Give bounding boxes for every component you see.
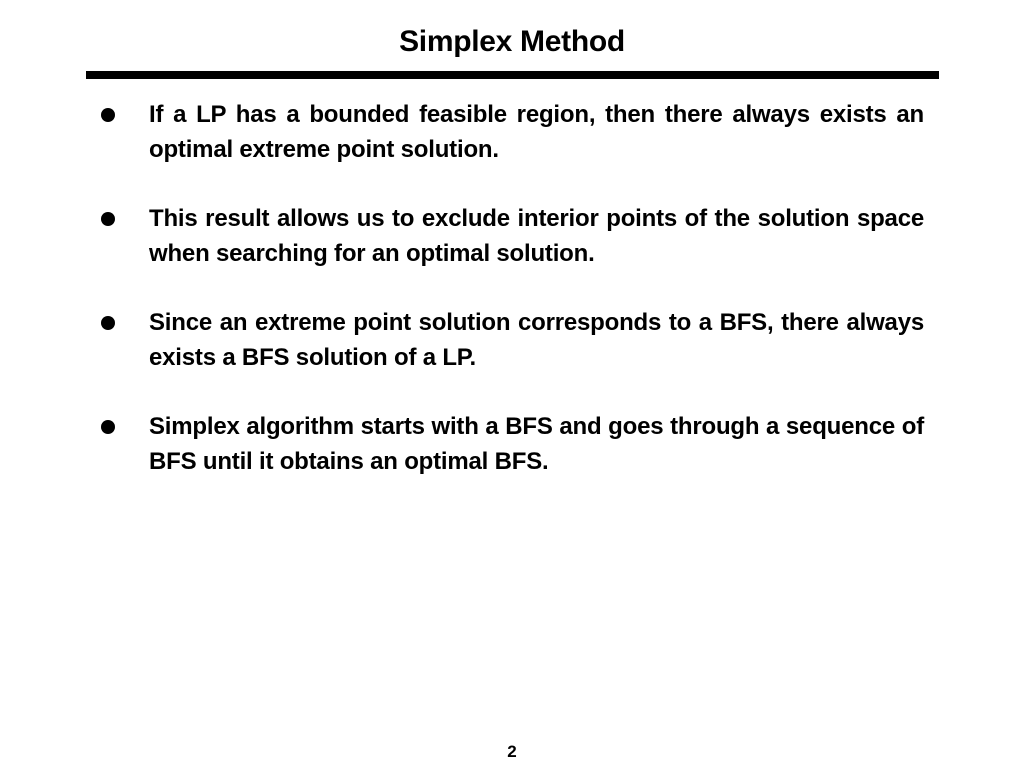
page-number: 2 bbox=[507, 742, 517, 761]
slide-title: Simplex Method bbox=[399, 25, 625, 58]
bullet-dot-icon bbox=[101, 316, 115, 330]
bullet-text: Simplex algorithm starts with a BFS and goes through a sequence of BFS until it obtains an optimal BFS. bbox=[149, 413, 924, 475]
bullet-text: Since an extreme point solution corresponds to a BFS, there always exists a BFS solution of a LP. bbox=[149, 309, 924, 371]
bullet-item-1 bbox=[100, 97, 924, 167]
bullet-item-4 bbox=[100, 409, 924, 479]
bullet-item-3 bbox=[100, 305, 924, 375]
bullet-text: If a LP has a bounded feasible region, then there always exists an optimal extreme point solution. bbox=[149, 101, 924, 163]
bullet-text: This result allows us to exclude interior points of the solution space when searching for an optimal solution. bbox=[149, 205, 924, 267]
bullet-item-2 bbox=[100, 201, 924, 271]
bullet-dot-icon bbox=[101, 212, 115, 226]
bullet-list bbox=[100, 97, 924, 513]
bullet-dot-icon bbox=[101, 108, 115, 122]
bullet-dot-icon bbox=[101, 420, 115, 434]
title-divider bbox=[86, 71, 939, 79]
